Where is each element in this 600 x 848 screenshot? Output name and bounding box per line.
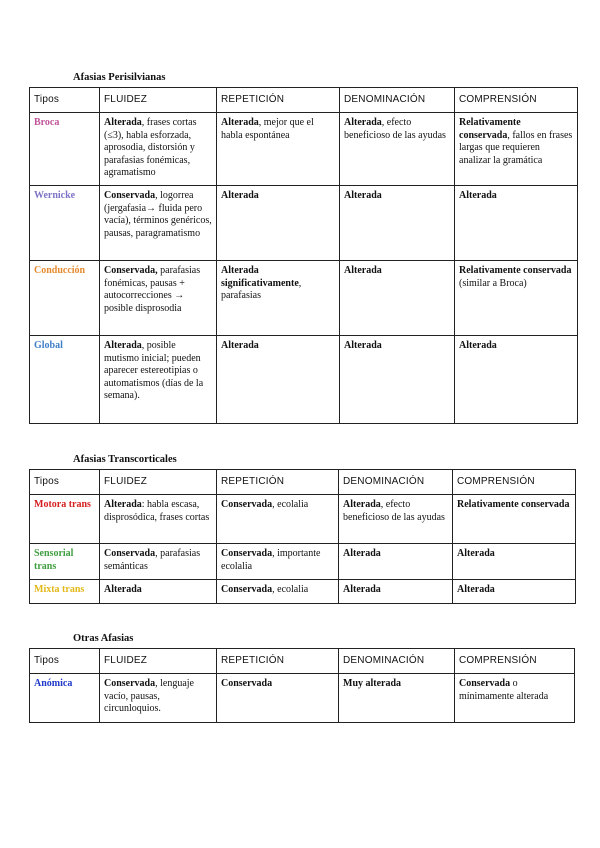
cell-repeticion: Conservada, importante ecolalia (217, 544, 339, 580)
header-tipos: Tipos (30, 88, 100, 113)
cell-repeticion: Conservada, ecolalia (217, 495, 339, 544)
cell-repeticion: Conservada (217, 674, 339, 723)
table-perisilvianas (29, 87, 578, 424)
header-comprension: COMPRENSIÓN (455, 88, 578, 113)
table-header-row (30, 649, 575, 674)
cell-fluidez: Alterada: habla escasa, disprosódica, frases cortas (100, 495, 217, 544)
section-title-otras: Otras Afasias (73, 633, 134, 644)
table-row-wernicke (30, 186, 578, 261)
table-row-global (30, 336, 578, 424)
table-row-motora-trans (30, 495, 576, 544)
header-denominacion: DENOMINACIÓN (339, 470, 453, 495)
table-header-row (30, 88, 578, 113)
cell-fluidez: Conservada, parafasias semánticas (100, 544, 217, 580)
cell-denominacion: Alterada (340, 261, 455, 336)
header-denominacion: DENOMINACIÓN (340, 88, 455, 113)
cell-fluidez: Alterada, posible mutismo inicial; pueden aparecer estereotipias o automatismos (días de la semana). (100, 336, 217, 424)
cell-denominacion: Alterada, efecto beneficioso de las ayudas (340, 113, 455, 186)
header-repeticion: REPETICIÓN (217, 88, 340, 113)
cell-repeticion: Alterada (217, 186, 340, 261)
cell-repeticion: Alterada significativamente, parafasias (217, 261, 340, 336)
table-row-broca (30, 113, 578, 186)
cell-repeticion: Alterada (217, 336, 340, 424)
cell-denominacion: Alterada (340, 336, 455, 424)
cell-comprension: Alterada (455, 336, 578, 424)
header-repeticion: REPETICIÓN (217, 470, 339, 495)
cell-denominacion: Muy alterada (339, 674, 455, 723)
cell-repeticion: Alterada, mejor que el habla espontánea (217, 113, 340, 186)
header-tipos: Tipos (30, 649, 100, 674)
table-row-mixta-trans (30, 580, 576, 604)
header-repeticion: REPETICIÓN (217, 649, 339, 674)
cell-fluidez: Conservada, logorrea (jergafasia→ fluida pero vacía), términos genéricos, pausas, paragramatismo (100, 186, 217, 261)
header-comprension: COMPRENSIÓN (453, 470, 576, 495)
cell-comprension: Relativamente conservada (similar a Broca) (455, 261, 578, 336)
type-mixta-trans: Mixta trans (30, 580, 100, 604)
cell-fluidez: Conservada, parafasias fonémicas, pausas + autocorrecciones → posible disprosodia (100, 261, 217, 336)
header-fluidez: FLUIDEZ (100, 470, 217, 495)
table-row-conduccion (30, 261, 578, 336)
section-title-transcorticales: Afasias Transcorticales (73, 454, 177, 465)
cell-comprension: Relativamente conservada, fallos en frases largas que requieren analizar la gramática (455, 113, 578, 186)
type-motora-trans: Motora trans (30, 495, 100, 544)
type-anomica: Anómica (30, 674, 100, 723)
header-tipos: Tipos (30, 470, 100, 495)
cell-comprension: Alterada (455, 186, 578, 261)
cell-comprension: Conservada o mínimamente alterada (455, 674, 575, 723)
type-sensorial-trans: Sensorial trans (30, 544, 100, 580)
type-broca: Broca (30, 113, 100, 186)
cell-comprension: Alterada (453, 580, 576, 604)
table-otras (29, 648, 575, 723)
section-title-perisilvianas: Afasias Perisilvianas (73, 72, 166, 83)
header-fluidez: FLUIDEZ (100, 649, 217, 674)
header-denominacion: DENOMINACIÓN (339, 649, 455, 674)
cell-denominacion: Alterada (339, 580, 453, 604)
table-header-row (30, 470, 576, 495)
type-global: Global (30, 336, 100, 424)
header-fluidez: FLUIDEZ (100, 88, 217, 113)
cell-fluidez: Alterada (100, 580, 217, 604)
cell-repeticion: Conservada, ecolalia (217, 580, 339, 604)
cell-comprension: Relativamente conservada (453, 495, 576, 544)
cell-fluidez: Alterada, frases cortas (≤3), habla esforzada, aprosodia, distorsión y parafasias fonémicas, agramatismo (100, 113, 217, 186)
header-comprension: COMPRENSIÓN (455, 649, 575, 674)
table-transcorticales (29, 469, 576, 604)
cell-denominacion: Alterada, efecto beneficioso de las ayudas (339, 495, 453, 544)
table-row-sensorial-trans (30, 544, 576, 580)
cell-fluidez: Conservada, lenguaje vacío, pausas, circunloquios. (100, 674, 217, 723)
cell-denominacion: Alterada (339, 544, 453, 580)
cell-comprension: Alterada (453, 544, 576, 580)
type-wernicke: Wernicke (30, 186, 100, 261)
table-row-anomica (30, 674, 575, 723)
type-conduccion: Conducción (30, 261, 100, 336)
cell-denominacion: Alterada (340, 186, 455, 261)
